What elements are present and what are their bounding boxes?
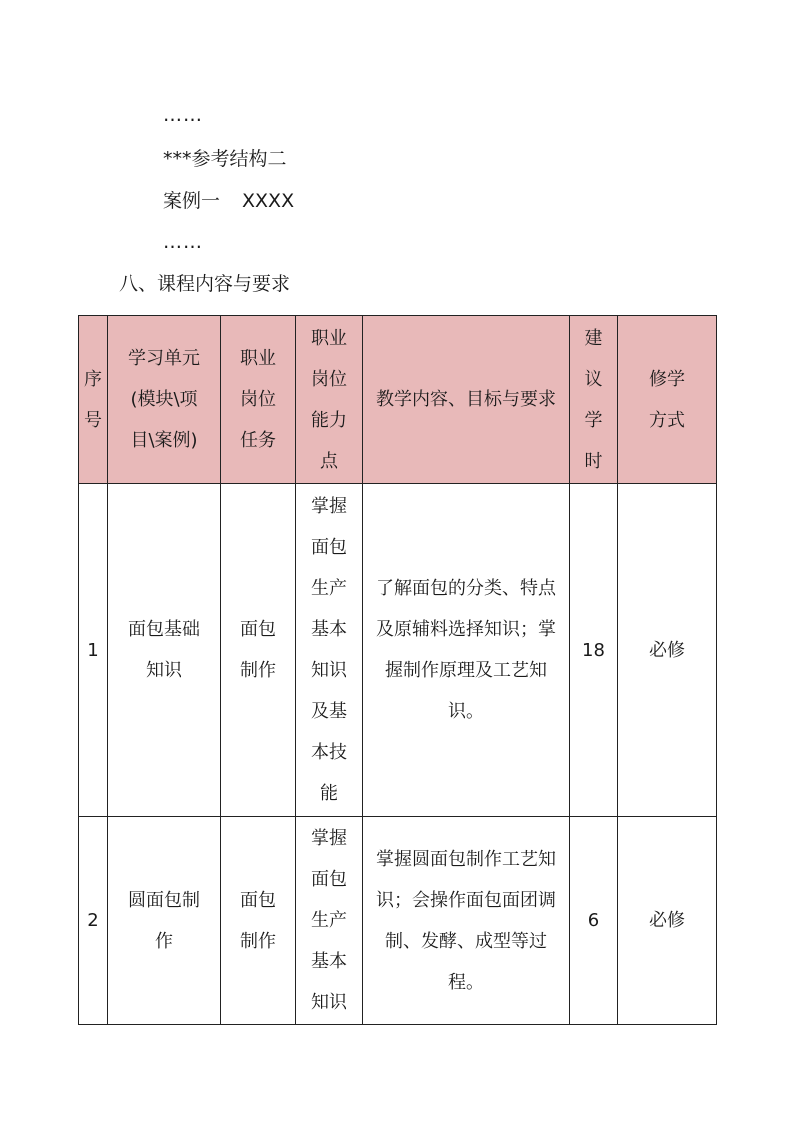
- course-content-table: [78, 315, 717, 1025]
- cell-content: 了解面包的分类、特点及原辅料选择知识；掌握制作原理及工艺知识。: [363, 484, 570, 817]
- cell-task: 面包制作: [221, 817, 296, 1025]
- cell-content: 掌握圆面包制作工艺知识；会操作面包面团调制、发酵、成型等过程。: [363, 817, 570, 1025]
- header-unit: 学习单元(模块\项目\案例): [108, 316, 221, 484]
- ellipsis-line-1: ……: [163, 104, 203, 126]
- cell-unit: 圆面包制作: [108, 817, 221, 1025]
- table-row: [79, 484, 717, 817]
- case-label: 案例一: [163, 190, 221, 212]
- header-content: 教学内容、目标与要求: [363, 316, 570, 484]
- header-mode: 修学方式: [618, 316, 717, 484]
- ellipsis-line-2: ……: [163, 231, 203, 253]
- cell-ability: 掌握面包生产基本知识: [296, 817, 363, 1025]
- reference-structure-line: ***参考结构二: [163, 148, 287, 170]
- header-seq: 序号: [79, 316, 108, 484]
- header-ability: 职业岗位能力点: [296, 316, 363, 484]
- cell-task: 面包制作: [221, 484, 296, 817]
- cell-hours: 18: [570, 484, 618, 817]
- case-code: XXXX: [242, 190, 295, 212]
- cell-ability: 掌握面包生产基本知识及基本技能: [296, 484, 363, 817]
- cell-seq: 1: [79, 484, 108, 817]
- header-task: 职业岗位任务: [221, 316, 296, 484]
- table-row: [79, 817, 717, 1025]
- case-line: [163, 189, 294, 213]
- cell-mode: 必修: [618, 484, 717, 817]
- cell-mode: 必修: [618, 817, 717, 1025]
- cell-unit: 面包基础知识: [108, 484, 221, 817]
- cell-hours: 6: [570, 817, 618, 1025]
- section-heading: 八、课程内容与要求: [119, 273, 291, 295]
- header-hours: 建议学时: [570, 316, 618, 484]
- cell-seq: 2: [79, 817, 108, 1025]
- table-header-row: [79, 316, 717, 484]
